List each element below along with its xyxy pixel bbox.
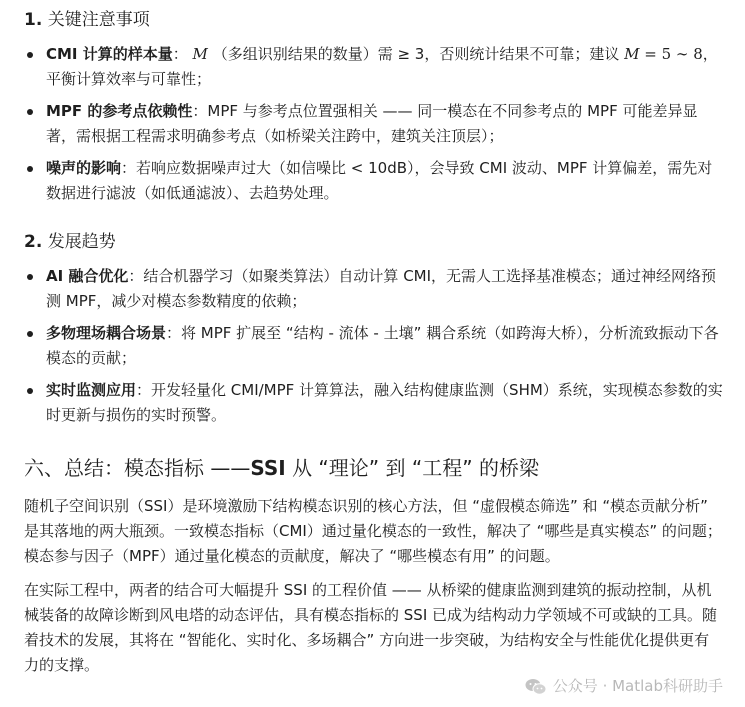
notes-list xyxy=(24,42,724,206)
summary-paragraph: 在实际工程中，两者的结合可大幅提升 SSI 的工程价值 —— 从桥梁的健康监测到建筑的振动控制，从机械装备的故障诊断到风电塔的动态评估，具有模态指标的 SSI 已成为结构动力学领域不可或缺的工具。随着技术的发展，其将在 “智能化、实时化、多场耦合” 方向进一步突破，为结构安全与性能优化提供更有力的支撑。 xyxy=(24,581,718,674)
list-item: CMI 计算的样本量： M （多组识别结果的数量）需 ≥ 3，否则统计结果不可靠；建议 M = 5 ∼ 8，平衡计算效率与可靠性； xyxy=(24,42,724,92)
trends-list xyxy=(24,264,724,428)
list-item: 噪声的影响：若响应数据噪声过大（如信噪比 < 10dB），会导致 CMI 波动、MPF 计算偏差，需先对数据进行滤波（如低通滤波）、去趋势处理。 xyxy=(24,156,724,206)
list-item: 多物理场耦合场景：将 MPF 扩展至 “结构 - 流体 - 土壤” 耦合系统（如跨海大桥），分析流致振动下各模态的贡献； xyxy=(24,321,724,371)
list-item: 实时监测应用：开发轻量化 CMI/MPF 计算算法，融入结构健康监测（SHM）系统，实现模态参数的实时更新与损伤的实时预警。 xyxy=(24,378,724,428)
list-item: MPF 的参考点依赖性：MPF 与参考点位置强相关 —— 同一模态在不同参考点的 MPF 可能差异显著，需根据工程需求明确参考点（如桥梁关注跨中，建筑关注顶层）； xyxy=(24,99,724,149)
summary-heading: 六、总结：模态指标 ——SSI 从 “理论” 到 “工程” 的桥梁 xyxy=(24,456,539,480)
section-heading-trends: 2. 发展趋势 xyxy=(24,232,116,252)
list-item: AI 融合优化：结合机器学习（如聚类算法）自动计算 CMI，无需人工选择基准模态；通过神经网络预测 MPF，减少对模态参数精度的依赖； xyxy=(24,264,724,314)
watermark xyxy=(525,674,723,699)
article-body xyxy=(24,0,724,687)
watermark-text: 公众号 · Matlab科研助手 xyxy=(552,677,723,695)
wechat-icon xyxy=(525,678,547,696)
section-heading-notes: 1. 关键注意事项 xyxy=(24,10,150,30)
summary-paragraph: 随机子空间识别（SSI）是环境激励下结构模态识别的核心方法，但 “虚假模态筛选” 和 “模态贡献分析” 是其落地的两大瓶颈。一致模态指标（CMI）通过量化模态的一致性，解决了 “哪些是真实模态” 的问题；模态参与因子（MPF）通过量化模态的贡献度，解决了 “哪些模态有用” 的问题。 xyxy=(24,497,722,565)
